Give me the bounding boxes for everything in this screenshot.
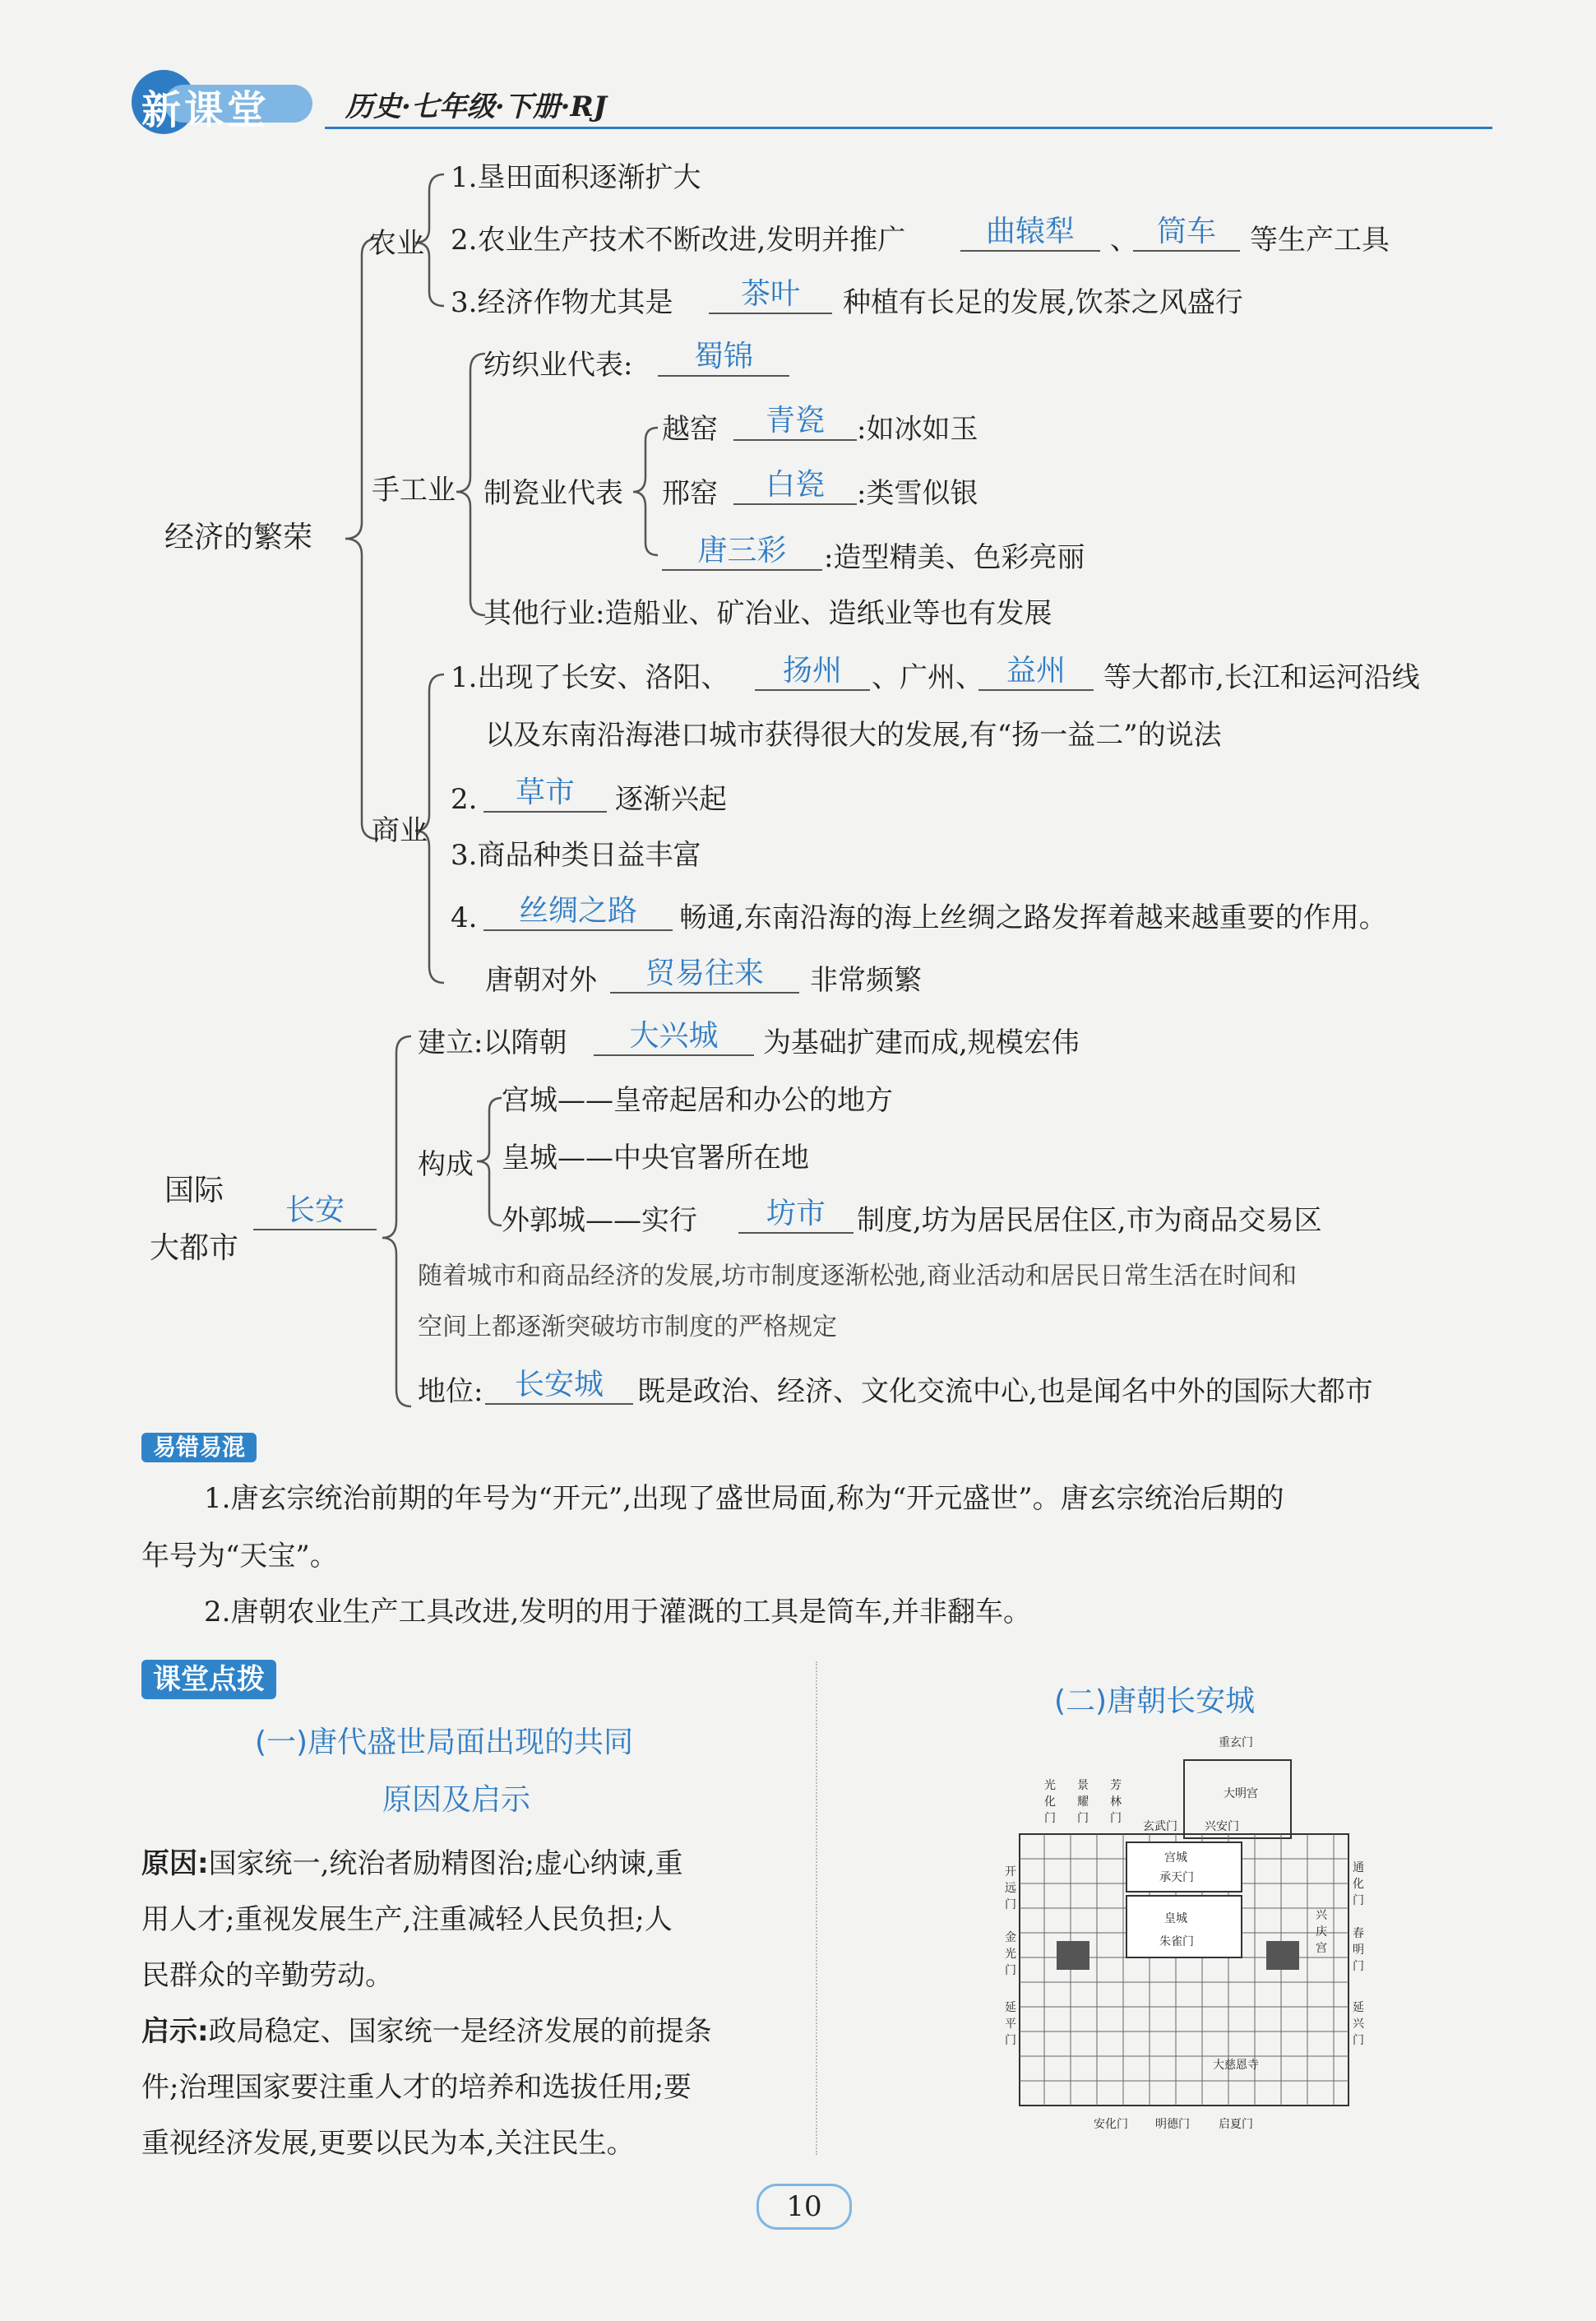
craft-label: 手工业 xyxy=(372,474,456,507)
map-guanghua: 光化门 xyxy=(1044,1779,1056,1825)
answer-yangzhou: 扬州 xyxy=(755,655,870,691)
answer-yizhou: 益州 xyxy=(978,655,1094,691)
commerce-label: 商业 xyxy=(372,814,428,847)
reason-block xyxy=(141,1836,712,2171)
map-chengtian: 承天门 xyxy=(1159,1871,1194,1884)
note-line-2: 空间上都逐渐突破坊市制度的严格规定 xyxy=(418,1313,837,1341)
yue-desc: :如冰如玉 xyxy=(857,413,978,446)
answer-quyuanli: 曲辕犁 xyxy=(960,215,1100,252)
map-xuanwu: 玄武门 xyxy=(1143,1820,1177,1833)
subject-text: 历史·七年级·下册·RJ xyxy=(345,90,607,123)
agri-sep: 、 xyxy=(1110,224,1138,257)
agri-item1: 1.垦田面积逐渐扩大 xyxy=(451,161,701,194)
answer-fangshi: 坊市 xyxy=(738,1198,854,1234)
answer-baici: 白瓷 xyxy=(733,469,857,505)
commerce-item1c: 等大都市,长江和运河沿线 xyxy=(1103,661,1420,694)
page-number-badge xyxy=(756,2184,852,2230)
mistake-tag: 易错易混 xyxy=(141,1433,257,1462)
answer-tangsancai: 唐三彩 xyxy=(662,535,822,571)
answer-shujin: 蜀锦 xyxy=(658,341,789,377)
answer-changancheng: 长安城 xyxy=(485,1369,633,1405)
map-ci: 大慈恩寺 xyxy=(1213,2059,1259,2072)
build-text-a: 建立:以隋朝 xyxy=(418,1026,567,1059)
insp-label: 启示: xyxy=(141,2015,209,2048)
insp-line-3: 重视经济发展,更要以民为本,关注民生。 xyxy=(141,2127,635,2160)
mistake-p2: 2.唐朝农业生产工具改进,发明的用于灌溉的工具是筒车,并非翻车。 xyxy=(204,1596,1032,1628)
map-mingde: 明德门 xyxy=(1155,2118,1190,2131)
map-chunming: 春明门 xyxy=(1353,1927,1364,1973)
commerce-item4b: 畅通,东南沿海的海上丝绸之路发挥着越来越重要的作用。 xyxy=(679,901,1387,934)
map-yanxing: 延兴门 xyxy=(1353,2001,1364,2047)
gongcheng-text: 宫城——皇帝起居和办公的地方 xyxy=(502,1084,893,1117)
map-chongxuan: 重玄门 xyxy=(1219,1736,1253,1749)
answer-changan: 长安 xyxy=(253,1194,377,1230)
answer-trade: 贸易往来 xyxy=(610,957,799,994)
map-daming: 大明宫 xyxy=(1224,1787,1258,1800)
build-text-b: 为基础扩建而成,规模宏伟 xyxy=(763,1026,1080,1059)
position-text-a: 地位: xyxy=(418,1375,483,1408)
agri-item2b: 等生产工具 xyxy=(1250,224,1390,257)
reason-line-3: 民群众的辛勤劳动。 xyxy=(141,1959,393,1992)
commerce-item5b: 非常频繁 xyxy=(810,964,922,997)
commerce-item2b: 逐渐兴起 xyxy=(615,783,727,816)
xing-desc: :类雪似银 xyxy=(857,477,978,510)
reason-line-2: 用人才;重视发展生产,注重减轻人民负担;人 xyxy=(141,1903,673,1936)
textile-text: 纺织业代表: xyxy=(483,349,633,382)
agri-item2a: 2.农业生产技术不断改进,发明并推广 xyxy=(451,224,906,257)
answer-qingci: 青瓷 xyxy=(733,405,857,441)
commerce-item3: 3.商品种类日益丰富 xyxy=(451,839,701,872)
agri-label: 农业 xyxy=(368,227,424,260)
commerce-item5a: 唐朝对外 xyxy=(485,964,597,997)
changan-map xyxy=(1003,1727,1373,2147)
note-line-1: 随着城市和商品经济的发展,坊市制度逐渐松弛,商业活动和居民日常生活在时间和 xyxy=(418,1262,1298,1290)
econ-title: 经济的繁荣 xyxy=(164,521,313,554)
agri-item3b: 种植有长足的发展,饮茶之风盛行 xyxy=(843,286,1243,319)
porcelain-text: 制瓷业代表 xyxy=(483,477,623,510)
map-huang: 皇城 xyxy=(1164,1912,1187,1925)
answer-caoshi: 草市 xyxy=(483,776,607,813)
city-title-1: 国际 xyxy=(164,1174,224,1207)
lesson-sub1b: 原因及启示 xyxy=(382,1783,531,1817)
tang-desc: :造型精美、色彩亮丽 xyxy=(824,541,1085,574)
map-gong: 宫城 xyxy=(1164,1851,1187,1865)
map-kaiyuan: 开远门 xyxy=(1005,1865,1016,1911)
insp-line-1 xyxy=(141,2004,712,2059)
agri-item3a: 3.经济作物尤其是 xyxy=(451,286,673,319)
lesson-tag: 课堂点拨 xyxy=(141,1660,276,1699)
mistake-p1b: 年号为“天宝”。 xyxy=(141,1540,338,1573)
brand-text: 新课堂 xyxy=(141,87,271,133)
commerce-item1b: 、广州、 xyxy=(872,661,983,694)
reason-label: 原因: xyxy=(141,1847,209,1880)
compose-label: 构成 xyxy=(418,1148,474,1181)
map-xingan: 兴安门 xyxy=(1205,1820,1239,1833)
waiguo-text-a: 外郭城——实行 xyxy=(502,1204,697,1237)
insp-text-1: 政局稳定、国家统一是经济发展的前提条 xyxy=(208,2015,712,2048)
answer-tongche: 筒车 xyxy=(1133,215,1240,252)
craft-other: 其他行业:造船业、矿冶业、造纸业等也有发展 xyxy=(483,597,1052,630)
page-number: 10 xyxy=(786,2190,822,2223)
column-divider xyxy=(816,1661,817,2155)
lesson-sub1a: (一)唐代盛世局面出现的共同 xyxy=(255,1726,634,1759)
reason-line-1 xyxy=(141,1836,712,1892)
map-yanping: 延平门 xyxy=(1005,2001,1016,2047)
answer-chaye: 茶叶 xyxy=(709,278,832,314)
yue-kiln: 越窑 xyxy=(662,413,718,446)
xing-kiln: 邢窑 xyxy=(662,477,718,510)
map-tonghua: 通化门 xyxy=(1353,1861,1364,1907)
map-fanglin: 芳林门 xyxy=(1110,1779,1122,1825)
insp-line-2: 件;治理国家要注重人才的培养和选拔任用;要 xyxy=(141,2071,692,2104)
commerce-item2a: 2. xyxy=(451,783,478,816)
map-xingqing: 兴庆宫 xyxy=(1316,1909,1327,1955)
map-anhua: 安化门 xyxy=(1094,2118,1128,2131)
map-jingyao: 景耀门 xyxy=(1077,1779,1089,1825)
map-zhuque: 朱雀门 xyxy=(1159,1935,1194,1948)
answer-silk-road: 丝绸之路 xyxy=(483,895,673,931)
answer-daxingcheng: 大兴城 xyxy=(594,1020,754,1056)
map-jinguang: 金光门 xyxy=(1005,1931,1016,1977)
huangcheng-text: 皇城——中央官署所在地 xyxy=(502,1142,809,1174)
position-text-b: 既是政治、经济、文化交流中心,也是闻名中外的国际大都市 xyxy=(637,1375,1373,1408)
commerce-item1d: 以及东南沿海港口城市获得很大的发展,有“扬一益二”的说法 xyxy=(485,719,1222,752)
mistake-p1a: 1.唐玄宗统治前期的年号为“开元”,出现了盛世局面,称为“开元盛世”。唐玄宗统治后期的 xyxy=(204,1482,1284,1515)
commerce-item1a: 1.出现了长安、洛阳、 xyxy=(451,661,729,694)
city-title-2: 大都市 xyxy=(150,1231,239,1265)
waiguo-text-b: 制度,坊为居民居住区,市为商品交易区 xyxy=(857,1204,1322,1237)
lesson-sub2: (二)唐朝长安城 xyxy=(1054,1684,1256,1718)
commerce-item4a: 4. xyxy=(451,901,478,934)
reason-text-1: 国家统一,统治者励精图治;虚心纳谏,重 xyxy=(208,1847,683,1880)
map-qixia: 启夏门 xyxy=(1219,2118,1253,2131)
